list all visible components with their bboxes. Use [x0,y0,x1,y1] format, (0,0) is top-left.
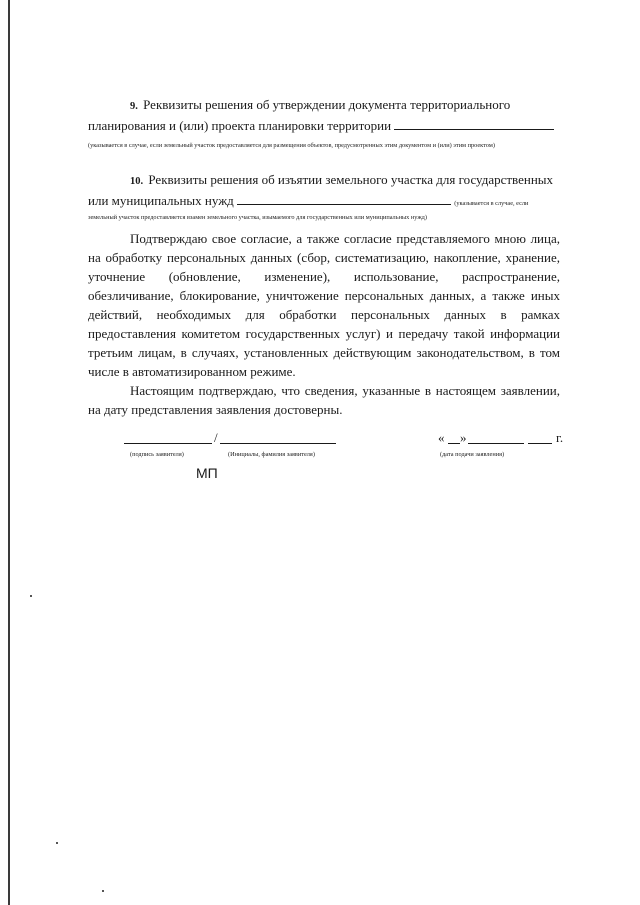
item-10-block [88,170,560,223]
item-10-note-rest: земельный участок предоставляется взамен земельного участка, изымаемого для государственных или муниципальных нужд) [88,214,427,221]
item-10-fill-line[interactable] [237,193,451,205]
date-day-line[interactable] [448,443,460,444]
scan-page-edge [8,0,10,905]
signature-line[interactable] [124,443,212,444]
item-9-block [88,95,560,151]
date-year-suffix: г. [556,430,564,445]
confirm-block [88,381,560,419]
scan-speck [102,890,104,892]
item-9-number: 9. [130,101,138,112]
item-10-text-1: Реквизиты решения об изъятии земельного участка для государственных [148,172,554,187]
item-10-number: 10. [130,176,144,187]
date-close-quote: » [460,430,467,445]
date-year-line[interactable] [528,443,552,444]
date-block [438,430,568,463]
item-9-fill-line[interactable] [394,118,554,130]
item-10-line-1 [88,170,560,191]
consent-block [88,229,560,381]
date-month-line[interactable] [468,443,524,444]
item-10-note-inline: (указывается в случае, если [454,200,529,207]
item-9-text-1: Реквизиты решения об утверждении документа территориального [143,97,511,112]
item-9-note: (указывается в случае, если земельный участок предоставляется для размещения объектов, предусмотренных этим документом и (или) этим проектом) [88,142,495,149]
signature-caption: (подпись заявителя) [130,451,184,458]
item-9-line-2 [88,116,560,135]
scan-speck [56,842,58,844]
item-9-line-1 [88,95,560,116]
consent-text: Подтверждаю свое согласие, а также согласие представляемого мною лица, на обработку персональных данных (сбор, систематизацию, накопление, хранение, уточнение (обновление, изменение), использование, распространение, обезличивание, блокирование, уничтожение персональных данных, а также иных действий, необходимых для обработки персональных данных в рамках предоставления комитетом государственных услуг) и передачу такой информации третьим лицам, в случаях, установленных действующим законодательством, в том числе в автоматизированном режиме. [88,231,560,379]
signature-row [124,430,564,473]
scan-speck [30,595,32,597]
date-open-quote: « [438,430,445,445]
stamp-placeholder: МП [196,465,218,481]
item-9-text-2: планирования и (или) проекта планировки территории [88,118,392,133]
name-caption: (Инициалы, фамилия заявителя) [228,451,315,458]
signature-slash: / [214,430,218,445]
item-10-line-2 [88,191,560,213]
confirm-text: Настоящим подтверждаю, что сведения, указанные в настоящем заявлении, на дату представления заявления достоверны. [88,383,560,417]
date-caption: (дата подачи заявления) [440,451,505,458]
name-line[interactable] [220,443,336,444]
item-10-text-2: или муниципальных нужд [88,193,234,208]
